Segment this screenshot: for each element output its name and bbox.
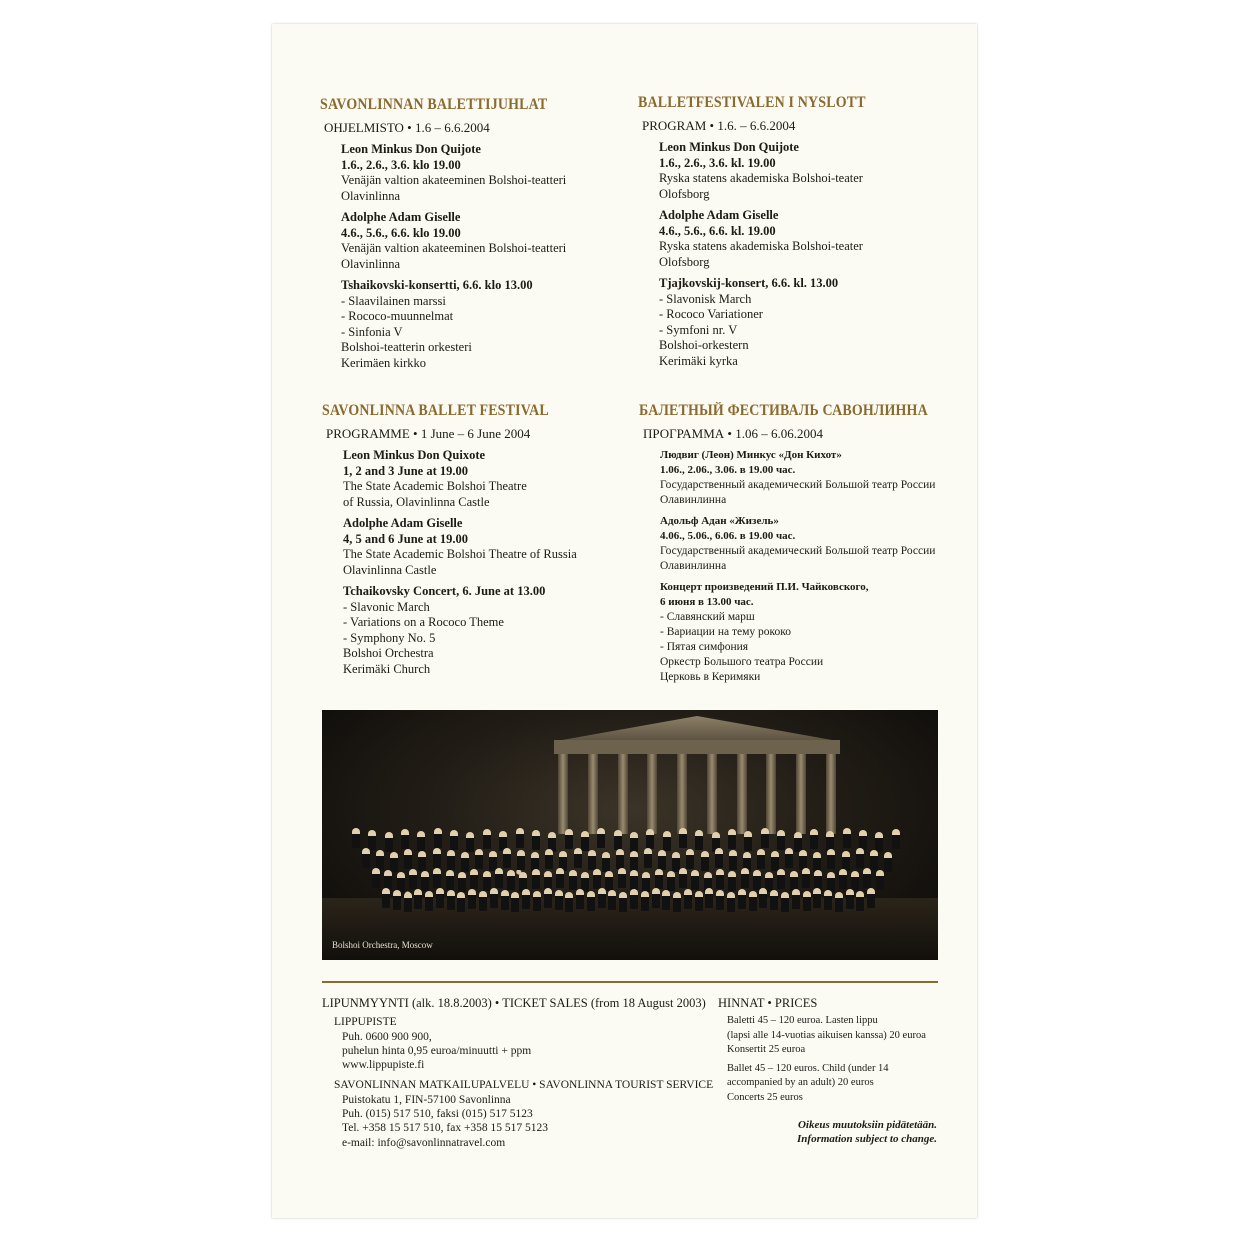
event-detail: The State Academic Bolshoi Theatre	[343, 479, 527, 493]
musician-figure	[803, 891, 811, 911]
brochure-page	[272, 24, 977, 1218]
heading-part: LIPUNMYYNTI	[322, 996, 409, 1010]
event-detail: - Slavonisk March	[659, 291, 752, 306]
divider-rule	[322, 981, 938, 983]
musician-figure	[884, 852, 892, 872]
musician-figure	[605, 871, 613, 891]
musician-figure	[507, 870, 515, 890]
musician-figure	[457, 892, 465, 912]
musician-figure	[409, 869, 417, 889]
musician-figure	[545, 849, 553, 869]
event-dates: 1.6., 2.6., 3.6. kl. 19.00	[659, 155, 776, 170]
tourist-service-detail: e-mail: info@savonlinnatravel.com	[342, 1136, 506, 1149]
event-detail: Kerimäki kyrka	[659, 353, 738, 368]
musician-figure	[641, 891, 649, 911]
lippupiste-label: LIPPUPISTE	[334, 1016, 397, 1029]
event-detail: Bolshoi-teatterin orkesteri	[341, 340, 472, 354]
musician-figure	[658, 850, 666, 870]
musician-figure	[749, 891, 757, 911]
event-title: Tjajkovskij-konsert, 6.6. kl. 13.00	[659, 276, 839, 290]
event-detail: Venäjän valtion akateeminen Bolshoi-teatteri	[341, 173, 567, 187]
musician-figure	[644, 848, 652, 868]
program-dates: ПРОГРАММА • 1.06 – 6.06.2004	[643, 426, 823, 441]
event-detail: - Rococo-muunnelmat	[341, 309, 454, 323]
musician-figure	[741, 868, 749, 888]
musician-figure	[479, 891, 487, 911]
musician-figure	[352, 828, 360, 848]
musician-figure	[859, 830, 867, 850]
event-item	[660, 580, 960, 685]
musician-figure	[667, 871, 675, 891]
musician-figure	[738, 889, 746, 909]
musician-figure	[503, 848, 511, 868]
musician-figure	[619, 892, 627, 912]
event-detail: - Variations on a Rococo Theme	[343, 615, 504, 629]
heading-part: (from 18 August 2003)	[590, 996, 706, 1010]
musician-figure	[490, 888, 498, 908]
musician-figure	[574, 848, 582, 868]
russian-program-section	[639, 402, 960, 685]
musician-figure	[827, 849, 835, 869]
musician-figure	[436, 888, 444, 908]
musician-figure	[870, 850, 878, 870]
musician-figure	[630, 851, 638, 871]
event-detail: - Пятая симфония	[660, 641, 749, 653]
musician-figure	[544, 888, 552, 908]
musician-figure	[781, 892, 789, 912]
event-detail: Venäjän valtion akateeminen Bolshoi-teatteri	[341, 241, 567, 255]
finnish-program-section	[320, 96, 573, 371]
event-item	[659, 140, 891, 202]
event-detail: - Вариации на тему рококо	[660, 626, 791, 638]
event-title: Leon Minkus Don Quixote	[343, 448, 486, 462]
musician-figure	[663, 831, 671, 851]
program-dates: PROGRAMME • 1 June – 6 June 2004	[326, 426, 531, 441]
musician-figure	[813, 852, 821, 872]
event-dates: 6 июня в 13.00 час.	[660, 596, 754, 608]
musician-figure	[483, 829, 491, 849]
notice-en: Information subject to change.	[797, 1133, 937, 1145]
event-detail: Олавинлинна	[660, 560, 727, 572]
musician-figure	[839, 869, 847, 889]
musician-figure	[616, 849, 624, 869]
musician-figure	[770, 890, 778, 910]
musician-figure	[433, 848, 441, 868]
musician-figure	[863, 868, 871, 888]
musician-figure	[466, 832, 474, 852]
musician-figure	[810, 829, 818, 849]
section-heading: SAVONLINNA BALLET FESTIVAL	[322, 402, 549, 419]
musician-figure	[777, 830, 785, 850]
event-detail: Olavinlinna Castle	[343, 562, 437, 577]
musician-figure	[813, 888, 821, 908]
musician-figure	[608, 890, 616, 910]
photo-caption: Bolshoi Orchestra, Moscow	[332, 940, 433, 950]
musician-figure	[826, 831, 834, 851]
orchestra-photo	[322, 710, 938, 960]
event-detail: Ryska statens akademiska Bolshoi-teater	[659, 171, 863, 185]
musician-figure	[385, 832, 393, 852]
musician-figure	[587, 891, 595, 911]
temple-entablature	[554, 740, 840, 754]
event-detail: - Symphony No. 5	[343, 630, 436, 645]
musician-figure	[468, 889, 476, 909]
musician-figure	[565, 892, 573, 912]
musician-figure	[516, 828, 524, 848]
price-line-fi: Konsertit 25 euroa	[727, 1043, 806, 1055]
musician-figure	[761, 828, 769, 848]
musician-figure	[684, 889, 692, 909]
event-item	[659, 208, 891, 270]
event-item	[343, 516, 577, 578]
musician-figure	[393, 890, 401, 910]
event-dates: 4, 5 and 6 June at 19.00	[343, 531, 469, 546]
heading-part: (alk. 18.8.2003)	[411, 996, 492, 1010]
event-dates: 1, 2 and 3 June at 19.00	[343, 463, 469, 478]
event-detail: Оркестр Большого театра России	[660, 656, 824, 668]
event-detail: Bolshoi Orchestra	[343, 646, 434, 660]
event-detail: Bolshoi-orkestern	[659, 338, 749, 352]
orchestra-musicians	[352, 828, 908, 938]
event-title: Tshaikovski-konsertti, 6.6. klo 13.00	[341, 278, 533, 292]
prices-heading: HINNAT • PRICES	[718, 996, 818, 1010]
musician-figure	[614, 830, 622, 850]
heading-part: • TICKET SALES	[494, 996, 588, 1010]
ticket-sales-heading	[322, 996, 713, 1010]
musician-figure	[581, 831, 589, 851]
event-title: Tchaikovsky Concert, 6. June at 13.00	[343, 584, 546, 598]
price-line-en: accompanied by an adult) 20 euros	[727, 1077, 874, 1089]
musician-figure	[569, 870, 577, 890]
event-detail: Олавинлинна	[660, 494, 727, 506]
event-detail: Olavinlinna	[341, 256, 401, 271]
event-item	[659, 276, 891, 369]
event-item	[660, 448, 960, 508]
musician-figure	[362, 848, 370, 868]
event-detail: Olofsborg	[659, 186, 710, 201]
musician-figure	[397, 872, 405, 892]
event-detail: - Sinfonia V	[341, 324, 403, 339]
musician-figure	[461, 852, 469, 872]
musician-figure	[447, 890, 455, 910]
tourist-service-detail: Puh. (015) 517 510, faksi (015) 517 5123	[342, 1108, 533, 1121]
event-detail: Ryska statens akademiska Bolshoi-teater	[659, 239, 863, 253]
musician-figure	[729, 850, 737, 870]
event-item	[343, 448, 577, 510]
price-line-en: Ballet 45 – 120 euros. Child (under 14	[727, 1063, 889, 1075]
musician-figure	[372, 868, 380, 888]
price-line-fi: Baletti 45 – 120 euroa. Lasten lippu	[727, 1015, 878, 1027]
section-heading: SAVONLINNAN BALETTIJUHLAT	[320, 96, 548, 113]
musician-figure	[716, 869, 724, 889]
event-detail: Церковь в Керимяки	[660, 671, 761, 683]
musician-figure	[598, 888, 606, 908]
program-dates: OHJELMISTO • 1.6 – 6.6.2004	[324, 120, 490, 135]
musician-figure	[576, 889, 584, 909]
musician-figure	[802, 868, 810, 888]
musician-figure	[753, 870, 761, 890]
musician-figure	[417, 831, 425, 851]
musician-figure	[705, 888, 713, 908]
event-detail: The State Academic Bolshoi Theatre of Russia	[343, 547, 577, 561]
musician-figure	[790, 871, 798, 891]
musician-figure	[458, 872, 466, 892]
musician-figure	[856, 891, 864, 911]
event-title: Leon Minkus Don Quijote	[341, 142, 481, 156]
event-item	[343, 584, 577, 677]
musician-figure	[662, 890, 670, 910]
musician-figure	[759, 888, 767, 908]
swedish-program-section	[638, 94, 891, 369]
event-detail: Государственный академический Большой театр России	[660, 479, 936, 491]
musician-figure	[376, 850, 384, 870]
musician-figure	[716, 890, 724, 910]
event-item	[341, 142, 573, 204]
musician-figure	[434, 828, 442, 848]
musician-figure	[814, 870, 822, 890]
event-detail: - Славянский марш	[660, 611, 755, 623]
musician-figure	[630, 870, 638, 890]
musician-figure	[555, 890, 563, 910]
musician-figure	[843, 828, 851, 848]
musician-figure	[777, 869, 785, 889]
musician-figure	[532, 869, 540, 889]
musician-figure	[404, 892, 412, 912]
event-detail: Olavinlinna	[341, 188, 401, 203]
notice-fi: Oikeus muutoksiin pidätetään.	[797, 1119, 937, 1131]
musician-figure	[785, 848, 793, 868]
musician-figure	[642, 872, 650, 892]
musician-figure	[728, 829, 736, 849]
musician-figure	[368, 830, 376, 850]
musician-figure	[533, 891, 541, 911]
tourist-service-label: SAVONLINNAN MATKAILUPALVELU • SAVONLINNA TOURIST SERVICE	[334, 1079, 714, 1092]
musician-figure	[875, 832, 883, 852]
musician-figure	[483, 871, 491, 891]
musician-figure	[511, 892, 519, 912]
lippupiste-detail: www.lippupiste.fi	[342, 1059, 425, 1072]
event-title: Adolphe Adam Giselle	[341, 210, 461, 224]
musician-figure	[425, 891, 433, 911]
event-title: Адольф Адан «Жизель»	[660, 515, 779, 527]
musician-figure	[414, 889, 422, 909]
tourist-service-detail: Puistokatu 1, FIN-57100 Savonlinna	[342, 1093, 511, 1106]
program-dates: PROGRAM • 1.6. – 6.6.2004	[642, 118, 796, 133]
musician-figure	[450, 830, 458, 850]
musician-figure	[446, 870, 454, 890]
musician-figure	[390, 852, 398, 872]
prices-block	[718, 996, 926, 1105]
musician-figure	[673, 892, 681, 912]
event-dates: 4.6., 5.6., 6.6. kl. 19.00	[659, 223, 776, 238]
musician-figure	[646, 829, 654, 849]
musician-figure	[602, 852, 610, 872]
musician-figure	[824, 890, 832, 910]
temple-pediment	[562, 716, 832, 740]
event-dates: 4.6., 5.6., 6.6. klo 19.00	[341, 225, 461, 240]
event-detail: - Rococo Variationer	[659, 307, 763, 321]
price-line-fi: (lapsi alle 14-vuotias aikuisen kanssa) 20 euroa	[727, 1029, 926, 1041]
event-detail: - Slaavilainen marssi	[341, 293, 446, 308]
event-item	[660, 514, 960, 574]
musician-figure	[382, 888, 390, 908]
ticket-sales-block	[322, 996, 713, 1150]
musician-figure	[799, 850, 807, 870]
event-title: Adolphe Adam Giselle	[659, 208, 779, 222]
event-item	[341, 210, 573, 272]
musician-figure	[618, 868, 626, 888]
musician-figure	[501, 890, 509, 910]
musician-figure	[597, 828, 605, 848]
musician-figure	[792, 889, 800, 909]
event-detail: Olofsborg	[659, 254, 710, 269]
musician-figure	[771, 851, 779, 871]
musician-figure	[695, 891, 703, 911]
musician-figure	[522, 889, 530, 909]
musician-figure	[876, 870, 884, 890]
musician-figure	[652, 888, 660, 908]
musician-figure	[727, 892, 735, 912]
musician-figure	[565, 829, 573, 849]
musician-figure	[630, 832, 638, 852]
musician-figure	[695, 830, 703, 850]
event-detail: Государственный академический Большой театр России	[660, 545, 936, 557]
musician-figure	[794, 832, 802, 852]
temple-columns	[558, 754, 836, 834]
event-detail: Kerimäki Church	[343, 661, 431, 676]
musician-figure	[686, 849, 694, 869]
event-detail: Kerimäen kirkko	[341, 355, 427, 370]
musician-figure	[892, 829, 900, 849]
musician-figure	[630, 889, 638, 909]
section-heading: BALLETFESTIVALEN I NYSLOTT	[638, 94, 866, 111]
musician-figure	[404, 849, 412, 869]
musician-figure	[744, 831, 752, 851]
musician-figure	[842, 851, 850, 871]
event-dates: 1.6., 2.6., 3.6. klo 19.00	[341, 157, 461, 172]
musician-figure	[691, 870, 699, 890]
musician-figure	[655, 869, 663, 889]
musician-figure	[715, 848, 723, 868]
event-title: Людвиг (Леон) Минкус «Дон Кихот»	[660, 449, 842, 461]
musician-figure	[701, 851, 709, 871]
price-line-en: Concerts 25 euros	[727, 1091, 803, 1103]
musician-figure	[679, 828, 687, 848]
musician-figure	[401, 829, 409, 849]
musician-figure	[835, 892, 843, 912]
musician-figure	[867, 888, 875, 908]
musician-figure	[556, 868, 564, 888]
musician-figure	[421, 871, 429, 891]
event-detail: - Symfoni nr. V	[659, 322, 738, 337]
event-item	[341, 278, 573, 371]
musician-figure	[495, 868, 503, 888]
musician-figure	[433, 868, 441, 888]
musician-figure	[532, 830, 540, 850]
musician-figure	[588, 850, 596, 870]
change-notice	[797, 1118, 937, 1146]
event-title: Adolphe Adam Giselle	[343, 516, 463, 530]
musician-figure	[384, 870, 392, 890]
event-detail: - Slavonic March	[343, 599, 430, 614]
musician-figure	[447, 850, 455, 870]
musician-figure	[728, 871, 736, 891]
event-title: Leon Minkus Don Quijote	[659, 140, 799, 154]
musician-figure	[846, 889, 854, 909]
musician-figure	[470, 869, 478, 889]
musician-figure	[517, 850, 525, 870]
musician-figure	[679, 868, 687, 888]
event-dates: 1.06., 2.06., 3.06. в 19.00 час.	[660, 464, 796, 476]
musician-figure	[856, 848, 864, 868]
section-heading: БАЛЕТНЫЙ ФЕСТИВАЛЬ САВОНЛИННА	[639, 402, 928, 419]
musician-figure	[757, 849, 765, 869]
musician-figure	[851, 871, 859, 891]
english-program-section	[322, 402, 577, 677]
musician-figure	[593, 869, 601, 889]
event-detail: of Russia, Olavinlinna Castle	[343, 494, 490, 509]
musician-figure	[475, 849, 483, 869]
event-dates: 4.06., 5.06., 6.06. в 19.00 час.	[660, 530, 796, 542]
musician-figure	[827, 872, 835, 892]
tourist-service-detail: Tel. +358 15 517 510, fax +358 15 517 5123	[342, 1122, 549, 1135]
event-title: Концерт произведений П.И. Чайковского,	[660, 581, 869, 593]
lippupiste-detail: puhelun hinta 0,95 euroa/minuutti + ppm	[342, 1044, 532, 1057]
musician-figure	[418, 851, 426, 871]
lippupiste-detail: Puh. 0600 900 900,	[342, 1030, 432, 1043]
